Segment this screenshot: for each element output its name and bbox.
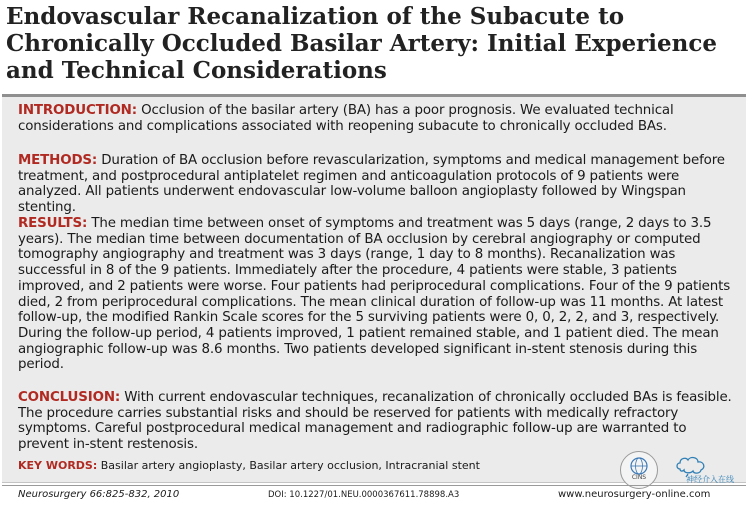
abstract-introduction xyxy=(18,103,734,134)
conclusion-heading: CONCLUSION: xyxy=(18,390,121,405)
methods-heading: METHODS: xyxy=(18,153,98,168)
cins-label: CINS xyxy=(631,474,647,481)
cins-logo xyxy=(620,451,658,489)
abstract-methods xyxy=(18,153,734,216)
introduction-text: Occlusion of the basilar artery (BA) has a poor prognosis. We evaluated technical considerations and complications associated with reopening subacute to chronically occluded BAs. xyxy=(18,103,674,134)
article-title: Endovascular Recanalization of the Subacute to Chronically Occluded Basilar Artery: Initial Experience and Technical Considerations xyxy=(6,3,718,84)
keywords-heading: KEY WORDS: xyxy=(18,459,98,472)
footer-divider xyxy=(2,485,746,486)
doi: DOI: 10.1227/01.NEU.0000367611.78898.A3 xyxy=(268,490,460,500)
website-link[interactable]: www.neurosurgery-online.com xyxy=(558,489,711,500)
keywords xyxy=(18,459,618,473)
keywords-text: Basilar artery angioplasty, Basilar artery occlusion, Intracranial stent xyxy=(100,459,480,472)
results-text: The median time between onset of symptoms and treatment was 5 days (range, 2 days to 3.5 years). The median time between documentation of BA occlusion by cerebral angiography or computed tomography angiography and treatment was 3 days (range, 1 day to 8 months). Recanalization was successful in 8 of the 9 patients. Immediately after the procedure, 4 patients were stable, 3 patients improved, and 2 patients were worse. Four patients had periprocedural complications. Four of the 9 patients died, 2 from periprocedural complications. The mean clinical duration of follow-up was 11 months. At latest follow-up, the modified Rankin Scale scores for the 5 surviving patients were 0, 0, 2, 2, and 3, respectively. During the follow-up period, 4 patients improved, 1 patient remained stable, and 1 patient died. The mean angiographic follow-up was 8.6 months. Two patients developed significant in-stent stenosis during this period. xyxy=(18,216,731,373)
journal-citation: Neurosurgery 66:825-832, 2010 xyxy=(18,489,180,500)
wechat-watermark xyxy=(672,455,742,485)
abstract-results xyxy=(18,216,734,373)
globe-icon xyxy=(621,452,657,488)
introduction-heading: INTRODUCTION: xyxy=(18,103,137,118)
results-heading: RESULTS: xyxy=(18,216,88,231)
conclusion-text: With current endovascular techniques, recanalization of chronically occluded BAs is feasible. The procedure carries substantial risks and should be reserved for patients with medically refractory symptoms. Careful postprocedural medical management and radiographic follow-up are warranted to prevent in-stent restenosis. xyxy=(18,390,732,453)
methods-text: Duration of BA occlusion before revascularization, symptoms and medical management before treatment, and postprocedural antiplatelet regimen and anticoagulation protocols of 9 patients were analyzed. All patients underwent endovascular low-volume balloon angioplasty followed by Wingspan stenting. xyxy=(18,153,725,216)
abstract-conclusion xyxy=(18,390,734,453)
wechat-label: 神经介入在线 xyxy=(686,475,734,484)
